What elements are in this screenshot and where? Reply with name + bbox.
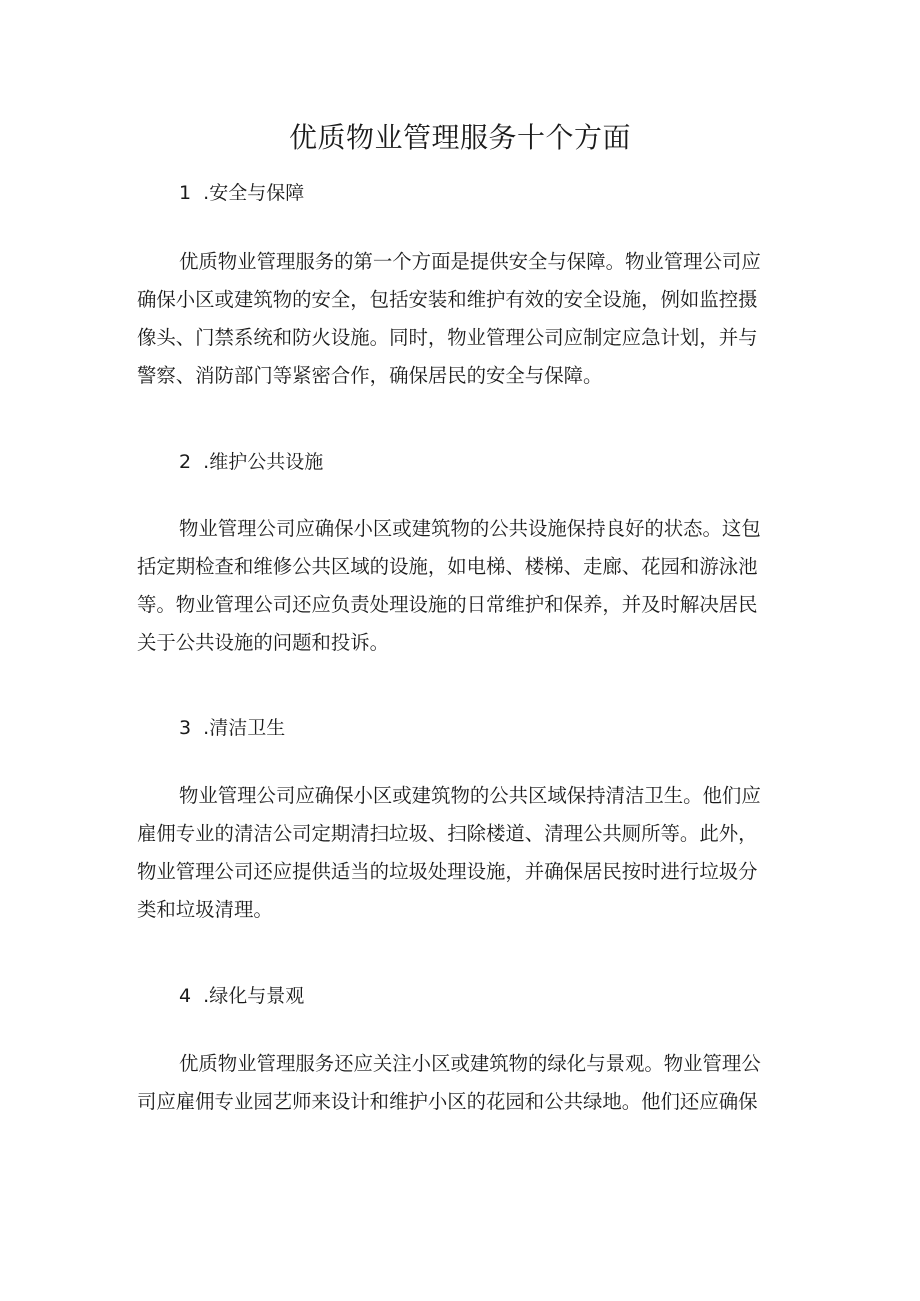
paragraph-line: 警察、消防部门等紧密合作，确保居民的安全与保障。 — [137, 364, 603, 387]
section-paragraph-3 — [137, 777, 787, 929]
paragraph-line: 等。物业管理公司还应负责处理设施的日常维护和保养，并及时解决居民 — [137, 593, 758, 616]
section-paragraph-1 — [137, 243, 787, 395]
section-heading-4: 4 .绿化与景观 — [179, 985, 305, 1007]
paragraph-line: 物业管理公司还应提供适当的垃圾处理设施，并确保居民按时进行垃圾分 — [137, 860, 758, 883]
document-title: 优质物业管理服务十个方面 — [288, 121, 631, 154]
paragraph-line: 确保小区或建筑物的安全，包括安装和维护有效的安全设施，例如监控摄 — [137, 288, 758, 311]
section-paragraph-2 — [137, 510, 787, 662]
paragraph-line: 优质物业管理服务的第一个方面是提供安全与保障。物业管理公司应 — [179, 250, 761, 273]
section-heading-2: 2 .维护公共设施 — [179, 451, 324, 473]
section-paragraph-4 — [137, 1045, 787, 1121]
paragraph-line: 类和垃圾清理。 — [137, 898, 273, 921]
paragraph-line: 物业管理公司应确保小区或建筑物的公共设施保持良好的状态。这包 — [179, 517, 761, 540]
paragraph-line: 括定期检查和维修公共区域的设施，如电梯、楼梯、走廊、花园和游泳池 — [137, 555, 758, 578]
paragraph-line: 雇佣专业的清洁公司定期清扫垃圾、扫除楼道、清理公共厕所等。此外， — [137, 822, 758, 845]
paragraph-line: 物业管理公司应确保小区或建筑物的公共区域保持清洁卫生。他们应 — [179, 784, 761, 807]
paragraph-line: 像头、门禁系统和防火设施。同时，物业管理公司应制定应急计划，并与 — [137, 326, 758, 349]
paragraph-line: 优质物业管理服务还应关注小区或建筑物的绿化与景观。物业管理公 — [179, 1052, 761, 1075]
paragraph-line: 司应雇佣专业园艺师来设计和维护小区的花园和公共绿地。他们还应确保 — [137, 1090, 758, 1113]
section-heading-3: 3 .清洁卫生 — [179, 717, 286, 739]
section-heading-1: 1 .安全与保障 — [179, 182, 305, 204]
paragraph-line: 关于公共设施的问题和投诉。 — [137, 631, 390, 654]
